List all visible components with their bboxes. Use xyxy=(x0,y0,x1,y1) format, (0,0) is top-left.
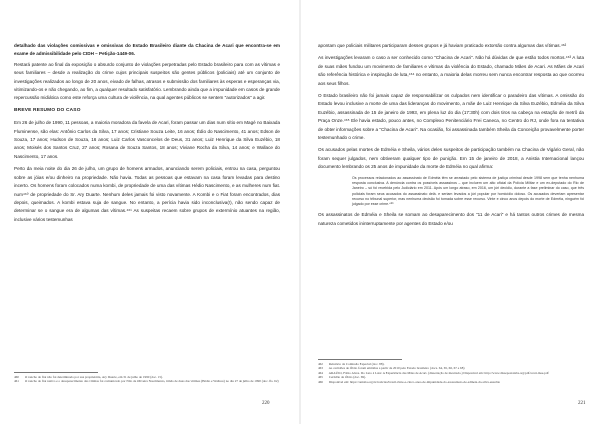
footnote-number: 460 xyxy=(14,375,19,379)
footnote-divider xyxy=(318,359,402,360)
paragraph: Os assassinatos de Edméia e Sheila se somam ao desaparecimento dos "11 de Acari" e há tantos outros crimes de mesma natureza cometidos ininterruptamente por agentes do Estado e/ou xyxy=(318,212,584,226)
footnote-text: Relatório da Comissão Especial (doc. 88). xyxy=(328,362,385,366)
left-page-text xyxy=(14,42,280,228)
footnote-text: O rancho do fiat nativo e o desaparecimento das vítimas foi comunicado por Nilo de Oliveira Nascimento, irmão de duas das vítimas (Hédio e Wallace) no dia 27 de julho de 1990 (doc. fls. 62) xyxy=(24,379,279,384)
footnote xyxy=(318,380,584,384)
page-number: 220 xyxy=(262,401,270,406)
footnote-number: 464 xyxy=(318,370,323,375)
paragraph: Restará patente ao final da exposição o absurdo conjunto de violações perpetradas pelo Estado brasileiro para com as vítimas e seus familiares – desde a realização do crime cujos principais suspeitos são gentes públicos (policiais) até um conjunto de investigações realizados ao longo de 20 anos, eivado de falhas, atrasos e submissão dos familiares às esperas e esperanças via, vitimizando-os e não chegando, ao fim, a qualquer resultado satisfatório. Lembrando ainda que a impunidade em casos de grande repercussão midiática como este reforça uma cultura de violência, na qual agentes públicos se sentem "autorizados" a agir. xyxy=(14,61,280,101)
footnotes xyxy=(14,375,280,384)
paragraph: O Estado brasileiro não foi jamais capaz de responsabilizar os culpados nem identificar o paradeiro das vítimas. A omissão do Estado levou inclusive a morte de uma das lideranças do movimento, a mãe de Luiz Henrique da Silva Euzébio, Edméia da Silva Euzébio, assassinada de 15 de janeiro de 1993, em plena luz do dia (17:30h) com dois tiros na cabeça na estação de metrô da Praça Onze.⁴⁶⁵ Ele havia estado, pouco antes, no Complexo Penitenciário Frei Caneca, no Centro do RJ, onde fora na tentativa de obter informações sobre a "Chacina de Acari". Na ocasião, foi assassinada também Sheila da Conceição provavelmente porter testemunhado o crime. xyxy=(318,93,584,141)
footnote-divider xyxy=(14,372,98,373)
footnotes xyxy=(318,362,584,384)
paragraph: As investigações levaram o caso a ser conhecido como "Chacina de Acari". Não há dúvidas de que estão todos mortos.⁴⁶³ A luta de suas mães fundou um movimento de familiares e vítimas da violência do Estado, chamado Mães de Acari. As Mães de Acari são referência histórica e inspiração de luta,⁴⁶⁴ no entanto, a maioria delas morreu sem nunca encontrar resposta ao que ocorreu aos seus filhos. xyxy=(318,55,584,86)
footnote-number: 466 xyxy=(318,379,323,384)
footnote-text: Disponível em: https://anistia.org.br/noticias/brasil-vinte-e-cinco-anos-de-impunidade-do-assassinato-de-edmeia-da-silva-euzebio xyxy=(328,379,501,384)
block-quote: Os processos relacionados ao assassinato de Edméia têm se arrastado pelo sistema de justiça criminal desde 1998 sem que tenha nenhuma resposta conclusiva. A denúncia contra os possíveis assassinos – que incluem um alto oficial da Polícia Militar e um ex-deputado do Rio de Janeiro – só foi recebida pelo Judiciário em 2011. Após um longo atraso, em 2016, um júri decidiu, durante a fase preliminar do caso, que três policiais foram seus acusados do assassinato delá. e seriam levados a júri popular por homicídio doloso. Os acusados deveriam apresentar recurso no tribunal superior, mas nenhuma decisão foi tomada sobre esse recurso. Vinte e cinco anos depois do morte de Edméia, ninguém foi julgado por esse crime.⁴⁶⁶ xyxy=(352,175,584,207)
paragraph: Em 26 de julho de 1990, 11 pessoas, a maioria moradora da favela de Acari, foram passar um dias num sítio em Magé no Baixada Fluminense, são elas: Antônio Carlos da Silva, 17 anos; Cristiane Souza Leite, 16 anos; Édio do Nascimento, 41 anos; Edson de Souza, 17 anos; Hudson de Souza, 16 anos; Luiz Carlos Vasconcelos de Deus, 31 anos; Luiz Henrique da Silva Euzébio, 18 anos; Moisés dos Santos Cruz, 27 anos; Rosana de Souza Santos, 18 anos; Viviane Rocha da Silva, 14 anos; e Wallace do Nascimento, 17 anos. xyxy=(14,120,280,159)
footnote-text: ARAÚJO, Fábio Alves. Do Luto à Luta: A Experiência das Mães de Acari. (dissertação de mestrado.) Disponível em: http://www.dissepostalabs.org/pdf/acari-mae.pdf xyxy=(328,370,549,375)
paragraph: Perto da meia noite do dia 26 de julho, um grupo de homens armados, anunciando serem policiais, entrou na casa, perguntou sobre as jóias e/ou dinheiro na propriedade. Não havia. Todas as pessoas que estavam na casa foram levadas para destino incerto. Os homens foram colocados numa kombi, de propriedade de uma das vítimas Hédio Nascimento, e as mulheres num fiat. num⁴⁶⁰ de propriedade do Sr. Ary Duarte. Nenhum deles jamais foi visto novamente. A Kombi e o Fiat foram encontrados, dias depois, queimados. A kombi estava suja de sangue. No entanto, a perícia havia sido inconclusiva(!), não sendo capaz de determinar se o sangue era de algumas das vítimas.⁴⁶¹ As suspeitas recaem sobre grupos de extermínio atuantes na região, inclusive vários testemunhas xyxy=(14,166,280,222)
footnote-text: As certidões de Óbito foram emitidas a partir de 2010 pelo Estado brasileiro (docs. 64, 65, 66, 67 e 68) xyxy=(328,366,465,371)
footnote-number: 462 xyxy=(318,362,323,366)
footnote-text: Certidão de Óbito (doc. 69). xyxy=(328,375,367,380)
paragraph: apontam que policiais militares participaram desses grupos e já haviam praticado extorsão contra algumas das vítimas.⁴⁶² xyxy=(318,43,567,48)
footnote xyxy=(14,379,280,383)
footnote-number: 461 xyxy=(14,379,19,384)
right-page-text xyxy=(318,42,584,232)
intro-paragraph: detalhado das violações comissivas e omissivas do Estado Brasileiro diante da Chacina de Acari que encontra-se em exame de admissibilidade pelo CIDH – Petição-1449-06. xyxy=(14,43,280,57)
section-heading: BREVE RESUMO DO CASO xyxy=(14,107,81,113)
left-page xyxy=(0,0,299,424)
footnote-number: 463 xyxy=(318,366,323,371)
paragraph: Os acusados pelas mortes de Edméia e Sheila, vários deles suspeitos de participação também na Chacina de Vigário Geral, não foram sequer julgados, nem obtiveram qualquer tipo de punição. Em 15 de janeiro de 2018, a Anistia Internacional lançou documento lembrando os 25 anos de impunidade da morte de Edméia no qual afirma: xyxy=(318,147,584,170)
page-number: 221 xyxy=(578,401,586,406)
footnote-text: O rancho do fiat não foi determinado por sua proprietária, Ary Duarte, em 31 de julho de 1990 (doc. 15). xyxy=(24,375,163,379)
footnote-number: 465 xyxy=(318,375,323,380)
right-page xyxy=(301,0,600,424)
